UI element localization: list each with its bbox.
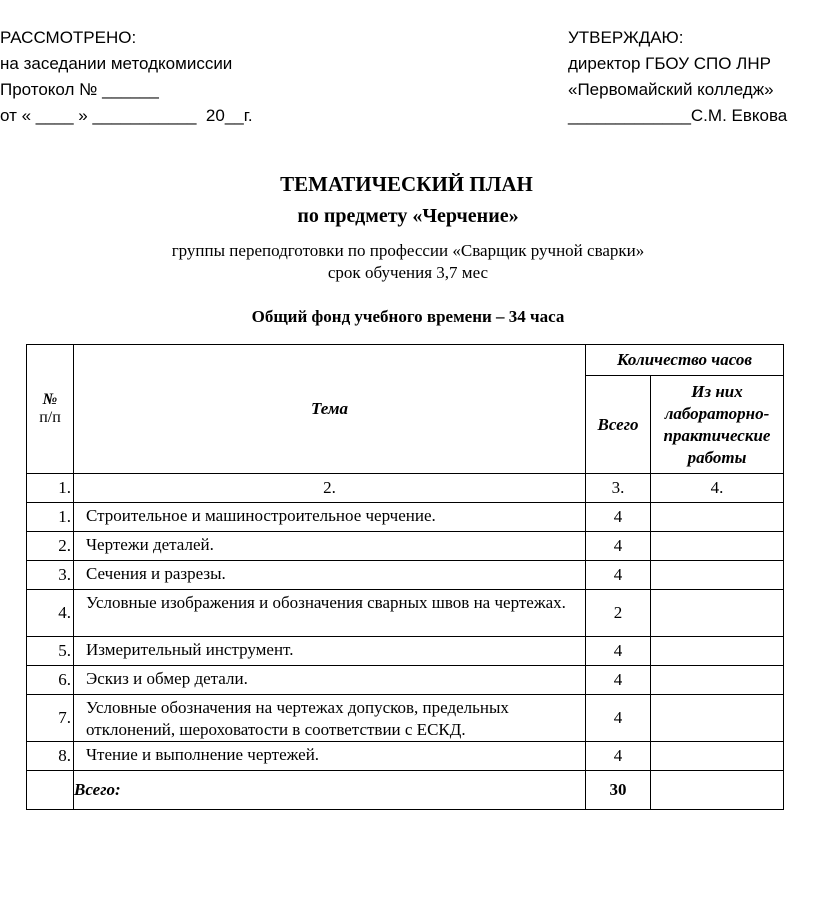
- total-lab-hours: [651, 771, 784, 810]
- row-number: 4.: [27, 590, 74, 637]
- row-lab-hours: [651, 503, 784, 532]
- reviewed-date: от « ____ » ___________ 20__г.: [0, 106, 253, 125]
- table-row: [27, 637, 784, 666]
- row-number: 8.: [27, 742, 74, 771]
- row-topic: Сечения и разрезы.: [74, 561, 586, 590]
- row-topic: Чертежи деталей.: [74, 532, 586, 561]
- table-row: [27, 666, 784, 695]
- row-total-hours: 2: [586, 590, 651, 637]
- row-lab-hours: [651, 742, 784, 771]
- row-total-hours: 4: [586, 666, 651, 695]
- row-total-hours: 4: [586, 532, 651, 561]
- document-title: ТЕМАТИЧЕСКИЙ ПЛАН: [280, 172, 533, 196]
- group-line: группы переподготовки по профессии «Сварщик ручной сварки»: [171, 241, 645, 260]
- row-total-hours: 4: [586, 503, 651, 532]
- table-row: [27, 561, 784, 590]
- row-topic: Измерительный инструмент.: [74, 637, 586, 666]
- column-index: 2.: [74, 474, 586, 503]
- approved-director: директор ГБОУ СПО ЛНР: [568, 54, 771, 73]
- table-row: [27, 503, 784, 532]
- row-topic: Условные обозначения на чертежах допусков, предельных отклонений, шероховатости в соответствии с ЕСКД.: [74, 695, 586, 742]
- row-lab-hours: [651, 561, 784, 590]
- approved-signature: _____________С.М. Евкова: [568, 106, 788, 125]
- row-number: 1.: [27, 503, 74, 532]
- row-lab-hours: [651, 590, 784, 637]
- row-topic: Условные изображения и обозначения сварных швов на чертежах.: [74, 590, 586, 637]
- thematic-plan-table: [26, 344, 784, 810]
- column-index: 1.: [27, 474, 74, 503]
- total-hours: 30: [586, 771, 651, 810]
- row-number: 2.: [27, 532, 74, 561]
- column-index-row: [27, 474, 784, 503]
- table-row: [27, 590, 784, 637]
- header-row: [27, 345, 784, 376]
- table-row: [27, 695, 784, 742]
- row-number: 6.: [27, 666, 74, 695]
- row-lab-hours: [651, 695, 784, 742]
- total-row-number: [27, 771, 74, 810]
- header-number: [27, 345, 74, 474]
- row-number: 3.: [27, 561, 74, 590]
- subject-title: по предмету «Черчение»: [297, 205, 519, 227]
- row-number: 5.: [27, 637, 74, 666]
- approved-college: «Первомайский колледж»: [568, 80, 774, 99]
- header-total: Всего: [586, 376, 651, 474]
- row-topic: Эскиз и обмер детали.: [74, 666, 586, 695]
- row-lab-hours: [651, 532, 784, 561]
- row-lab-hours: [651, 666, 784, 695]
- approval-block-reviewed: [0, 25, 253, 129]
- total-label: Всего:: [74, 771, 586, 810]
- duration-line: срок обучения 3,7 мес: [327, 263, 489, 282]
- row-total-hours: 4: [586, 637, 651, 666]
- approval-block-approved: [568, 25, 787, 129]
- row-total-hours: 4: [586, 742, 651, 771]
- reviewed-heading: РАССМОТРЕНО:: [0, 28, 137, 47]
- approved-heading: УТВЕРЖДАЮ:: [568, 28, 684, 47]
- total-row: [27, 771, 784, 810]
- table-row: [27, 532, 784, 561]
- row-total-hours: 4: [586, 695, 651, 742]
- row-topic: Строительное и машиностроительное черчение.: [74, 503, 586, 532]
- header-lab-works: Из них лабораторно-практические работы: [651, 376, 784, 474]
- row-total-hours: 4: [586, 561, 651, 590]
- reviewed-protocol: Протокол № ______: [0, 80, 159, 99]
- table-row: [27, 742, 784, 771]
- row-number: 7.: [27, 695, 74, 742]
- study-time-fund: Общий фонд учебного времени – 34 часа: [251, 307, 565, 326]
- header-topic: Тема: [74, 345, 586, 474]
- column-index: 4.: [651, 474, 784, 503]
- row-lab-hours: [651, 637, 784, 666]
- row-topic: Чтение и выполнение чертежей.: [74, 742, 586, 771]
- reviewed-committee: на заседании методкомиссии: [0, 54, 233, 73]
- number-label: п/п: [39, 409, 61, 426]
- column-index: 3.: [586, 474, 651, 503]
- header-hours: Количество часов: [586, 345, 784, 376]
- document-titles: [0, 168, 816, 328]
- number-symbol: №: [42, 391, 58, 408]
